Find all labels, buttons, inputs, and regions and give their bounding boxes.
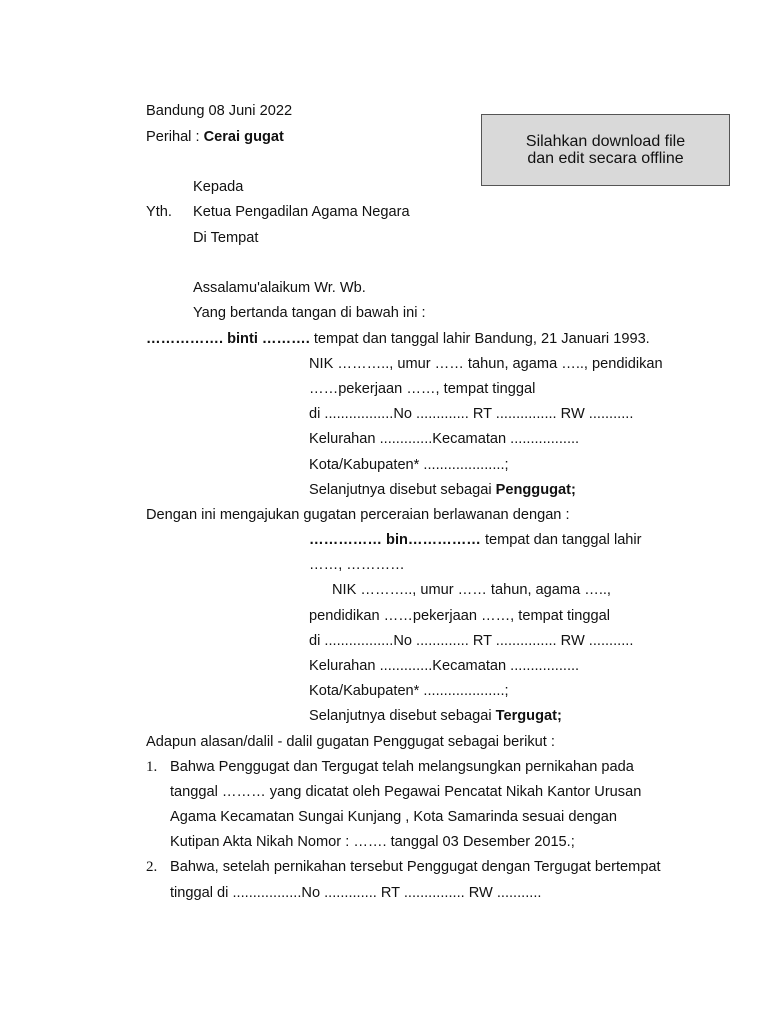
greeting: Assalamu'alaikum Wr. Wb.	[193, 280, 366, 296]
reason-1-line-3: Agama Kecamatan Sungai Kunjang , Kota Samarinda sesuai dengan	[170, 809, 618, 825]
plaintiff-name-line	[146, 330, 650, 348]
defendant-birth: tempat dan tanggal lahir	[480, 532, 642, 548]
plaintiff-designation	[309, 481, 576, 499]
addressee-place: Di Tempat	[193, 230, 259, 246]
plaintiff-line-3: di .................No ............. RT ............... RW ...........	[309, 406, 634, 422]
defendant-designation-value: Tergugat;	[495, 708, 562, 724]
defendant-designation-prefix: Selanjutnya disebut sebagai	[309, 708, 496, 724]
defendant-line-2: NIK ……….., umur …… tahun, agama …..,	[332, 582, 611, 598]
transition-line: Dengan ini mengajukan gugatan perceraian berlawanan dengan :	[146, 507, 570, 523]
reason-1-line-2: tanggal ……… yang dicatat oleh Pegawai Pencatat Nikah Kantor Urusan	[170, 784, 642, 800]
defendant-line-6: Kota/Kabupaten* ....................;	[309, 683, 509, 699]
plaintiff-birth: tempat dan tanggal lahir Bandung, 21 Januari 1993.	[309, 331, 650, 347]
reasons-intro: Adapun alasan/dalil - dalil gugatan Penggugat sebagai berikut :	[146, 734, 555, 750]
notice-line-2: dan edit secara offline	[527, 150, 684, 167]
reason-1-number: 1.	[146, 759, 158, 775]
defendant-name: …………… bin……………	[309, 532, 481, 548]
reason-2-line-1: Bahwa, setelah pernikahan tersebut Penggugat dengan Tergugat bertempat	[170, 859, 661, 875]
plaintiff-designation-prefix: Selanjutnya disebut sebagai	[309, 482, 496, 498]
plaintiff-designation-value: Penggugat;	[495, 482, 576, 498]
plaintiff-line-2: ……pekerjaan ……, tempat tinggal	[309, 381, 536, 397]
defendant-name-line	[309, 531, 642, 549]
reason-1-line-4: Kutipan Akta Nikah Nomor : ……. tanggal 03 Desember 2015.;	[170, 834, 575, 850]
plaintiff-line-1: NIK ……….., umur …… tahun, agama ….., pendidikan	[309, 356, 663, 372]
reason-1-line-1: Bahwa Penggugat dan Tergugat telah melangsungkan pernikahan pada	[170, 759, 634, 775]
plaintiff-line-5: Kota/Kabupaten* ....................;	[309, 457, 509, 473]
notice-line-1: Silahkan download file	[525, 133, 686, 150]
defendant-line-1: ……, …………	[309, 557, 405, 573]
reason-2-number: 2.	[146, 859, 158, 875]
defendant-line-4: di .................No ............. RT ............... RW ...........	[309, 633, 634, 649]
addressee-kepada: Kepada	[193, 179, 244, 195]
defendant-designation	[309, 707, 562, 725]
defendant-line-3: pendidikan ……pekerjaan ……, tempat tinggal	[309, 608, 610, 624]
reason-2-line-2: tinggal di .................No ............. RT ............... RW ...........	[170, 885, 542, 901]
place-date: Bandung 08 Juni 2022	[146, 103, 293, 119]
defendant-line-5: Kelurahan .............Kecamatan .................	[309, 658, 580, 674]
plaintiff-name: ……………. binti ……….	[146, 331, 310, 347]
subject-label: Perihal :	[146, 129, 204, 145]
subject-value: Cerai gugat	[203, 129, 284, 145]
download-notice-box	[481, 114, 730, 186]
intro-line: Yang bertanda tangan di bawah ini :	[193, 305, 426, 321]
addressee-yth: Yth.	[146, 204, 172, 220]
subject-line	[146, 128, 284, 146]
plaintiff-line-4: Kelurahan .............Kecamatan .................	[309, 431, 580, 447]
addressee-recipient: Ketua Pengadilan Agama Negara	[193, 204, 410, 220]
